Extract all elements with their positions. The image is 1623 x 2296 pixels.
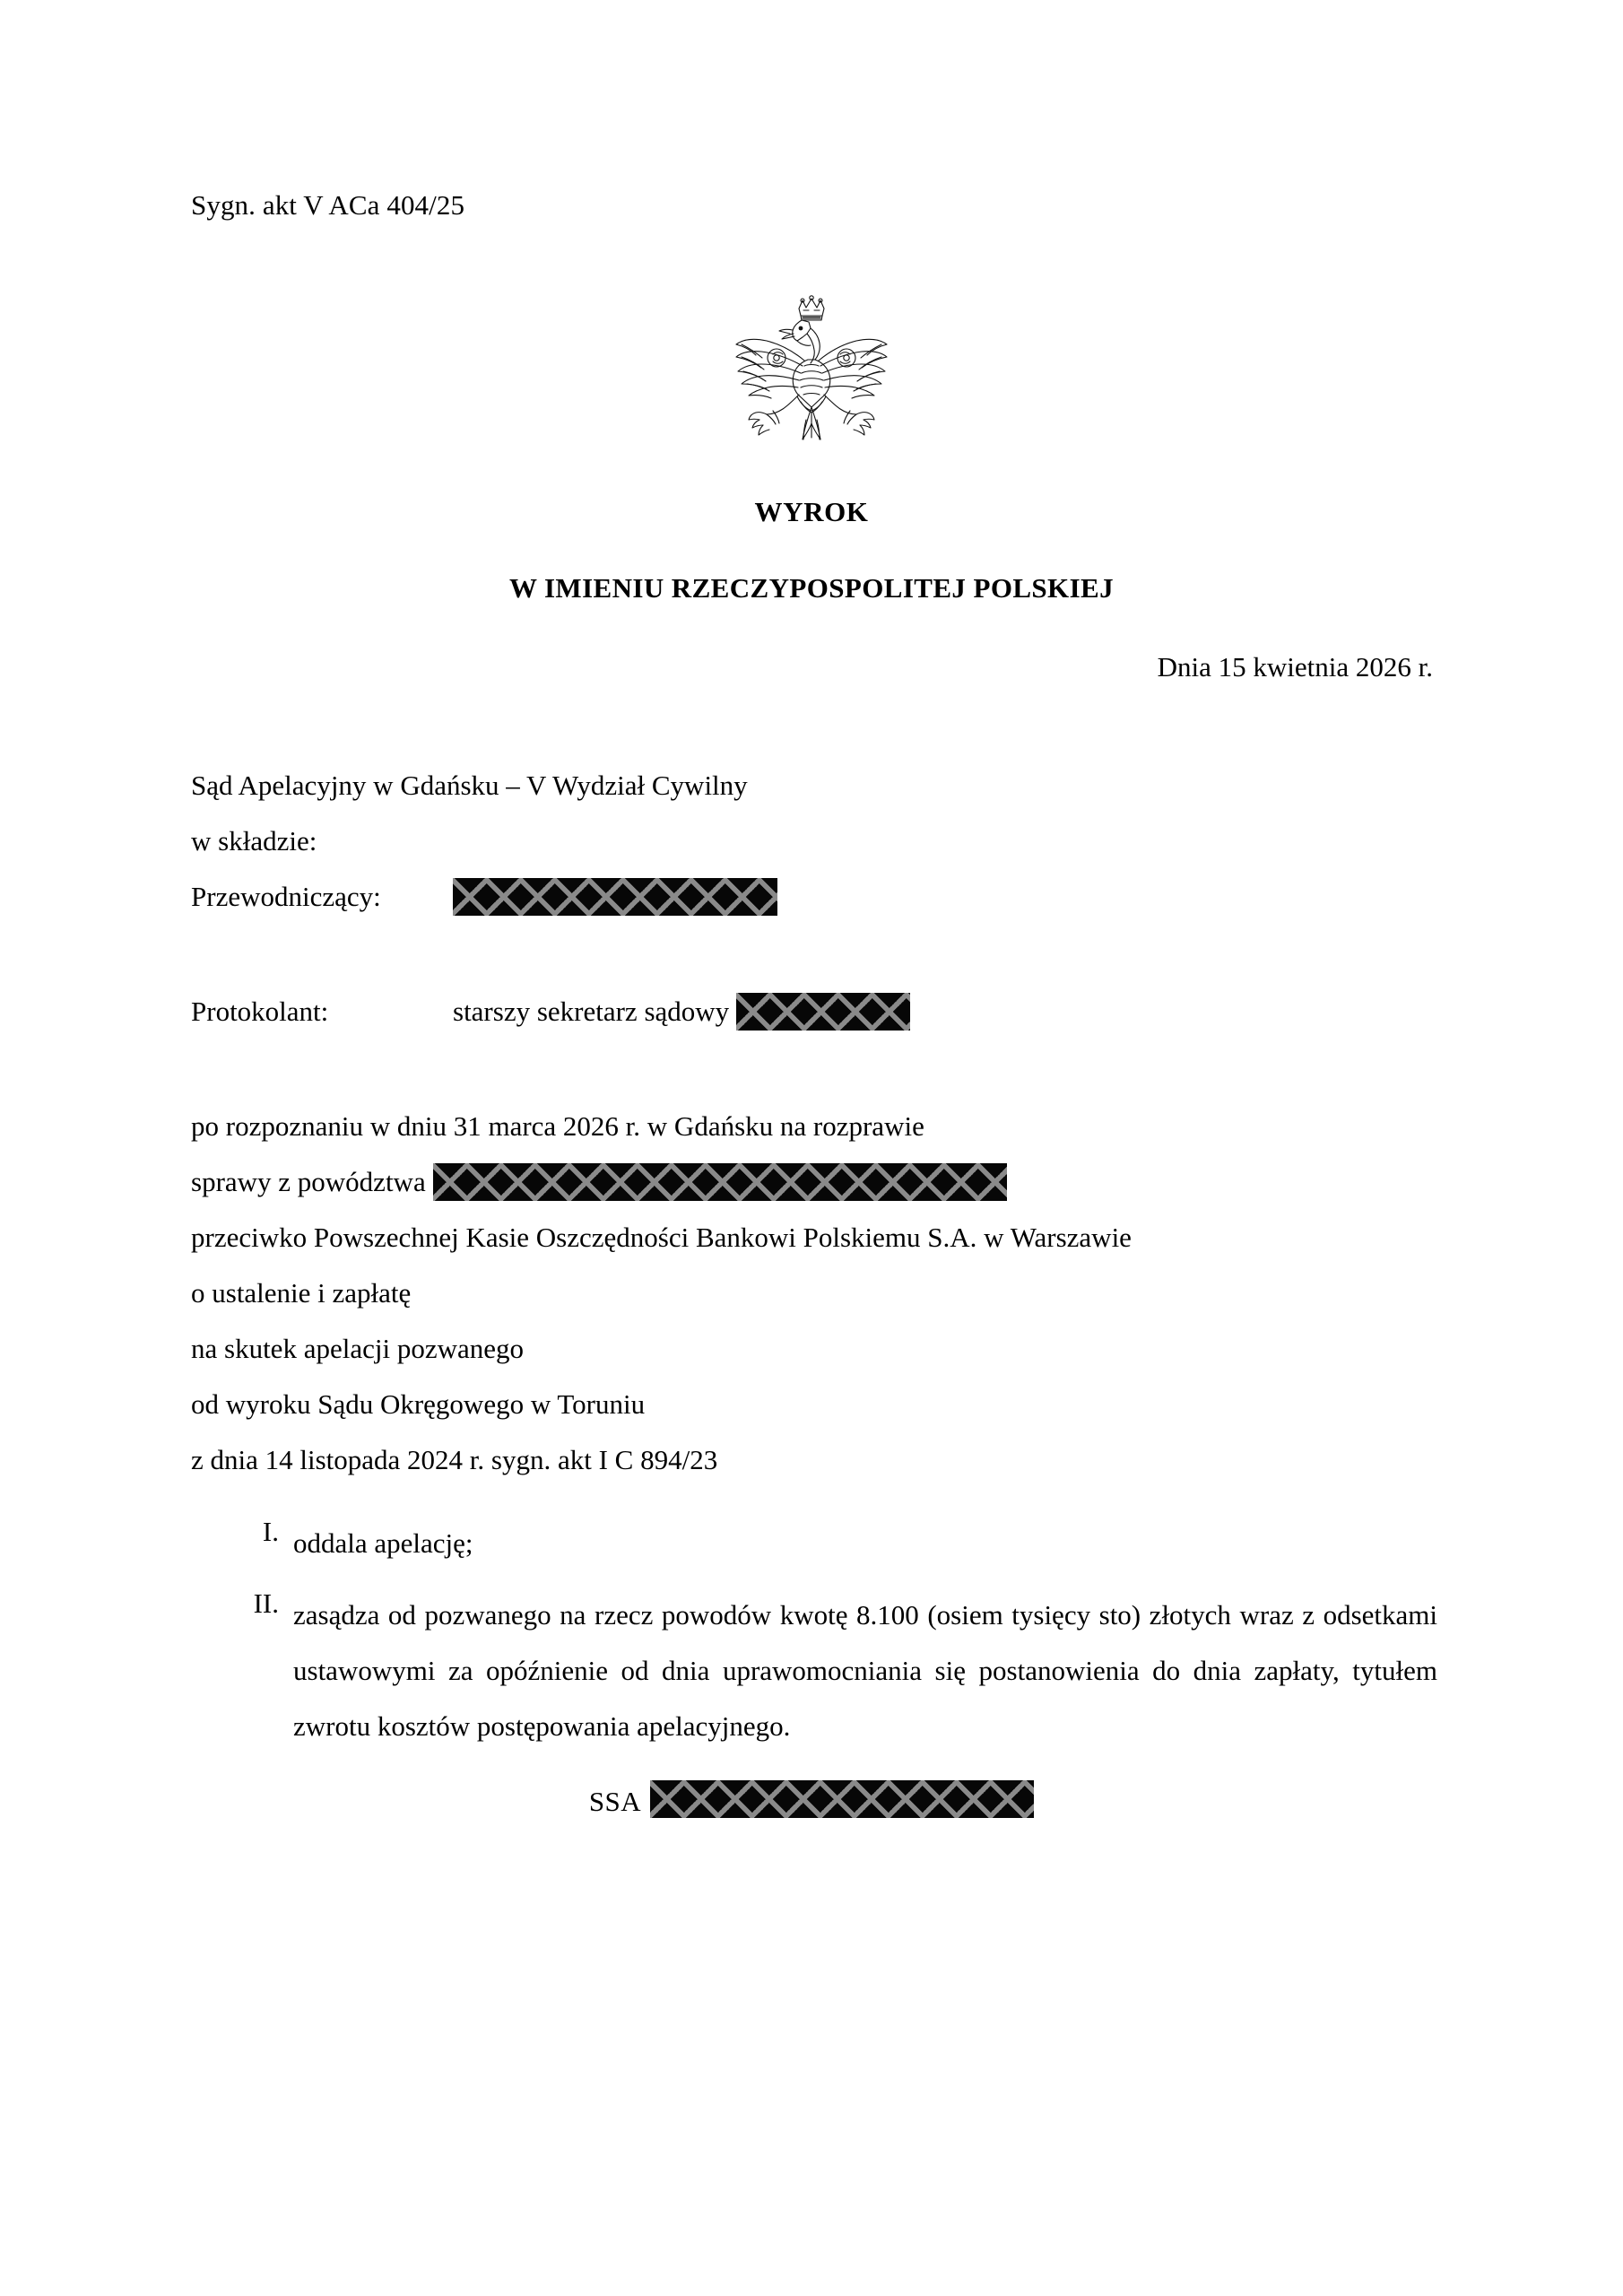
- signature-line: [0, 1783, 1623, 1821]
- page-title: WYROK: [754, 496, 869, 527]
- ruling-item-1: [191, 1516, 1437, 1571]
- polish-eagle-emblem: [722, 289, 901, 461]
- lower-court-text: od wyroku Sądu Okręgowego w Toruniu: [191, 1388, 646, 1420]
- spacer-after-recorder: [191, 1052, 1437, 1099]
- plaintiff-label: sprawy z powództwa: [191, 1166, 426, 1197]
- presiding-judge-redaction: [453, 878, 777, 916]
- plaintiff-line: [191, 1154, 1437, 1210]
- judgment-date: Dnia 15 kwietnia 2026 r.: [1157, 651, 1433, 683]
- subject-text: o ustalenie i zapłatę: [191, 1277, 412, 1309]
- ruling-text-1: oddala apelację;: [293, 1527, 473, 1559]
- subject-line: [191, 1265, 1437, 1321]
- ruling-number-1: I.: [262, 1516, 279, 1547]
- lower-court-line: [191, 1377, 1437, 1432]
- case-number: Sygn. akt V ACa 404/25: [191, 189, 465, 221]
- lower-case-line: [191, 1432, 1437, 1488]
- ruling-text-2: zasądza od pozwanego na rzecz powodów kwotę 8.100 (osiem tysięcy sto) złotych wraz z odsetkami ustawowymi za opóźnienie od dnia uprawomocniania się postanowienia do dnia zapłaty, tytułem zwrotu kosztów postępowania apelacyjnego.: [293, 1599, 1437, 1742]
- composition-label: w składzie:: [191, 825, 317, 857]
- signature-redaction: [650, 1780, 1034, 1818]
- court-name-line: [191, 758, 1437, 813]
- presiding-judge-line: [191, 869, 1437, 925]
- spacer-after-presiding: [191, 937, 1437, 984]
- page-subtitle: W IMIENIU RZECZYPOSPOLITEJ POLSKIEJ: [508, 572, 1115, 604]
- ruling-item-2: [191, 1587, 1437, 1754]
- recorder-redaction: [736, 993, 910, 1031]
- recorder-title: starszy sekretarz sądowy: [453, 996, 730, 1027]
- presiding-judge-label: Przewodniczący:: [191, 881, 381, 912]
- composition-line: [191, 813, 1437, 869]
- hearing-line: [191, 1099, 1437, 1154]
- defendant-line: [191, 1210, 1437, 1265]
- signature-label: SSA: [588, 1786, 642, 1817]
- recorder-label: Protokolant:: [191, 996, 329, 1027]
- recorder-line: [191, 984, 1437, 1039]
- lower-case-text: z dnia 14 listopada 2024 r. sygn. akt I C 894/23: [191, 1444, 718, 1475]
- hearing-text: po rozpoznaniu w dniu 31 marca 2026 r. w Gdańsku na rozprawie: [191, 1110, 924, 1142]
- plaintiff-redaction: [433, 1163, 1007, 1201]
- ruling-number-2: II.: [253, 1587, 279, 1619]
- judgment-body: [191, 758, 1437, 1488]
- appeal-text: na skutek apelacji pozwanego: [191, 1333, 524, 1364]
- defendant-text: przeciwko Powszechnej Kasie Oszczędności Bankowi Polskiemu S.A. w Warszawie: [191, 1222, 1132, 1253]
- rulings-list: [191, 1516, 1437, 1770]
- emblem-container: [0, 289, 1623, 461]
- court-name: Sąd Apelacyjny w Gdańsku – V Wydział Cywilny: [191, 770, 748, 801]
- appeal-line: [191, 1321, 1437, 1377]
